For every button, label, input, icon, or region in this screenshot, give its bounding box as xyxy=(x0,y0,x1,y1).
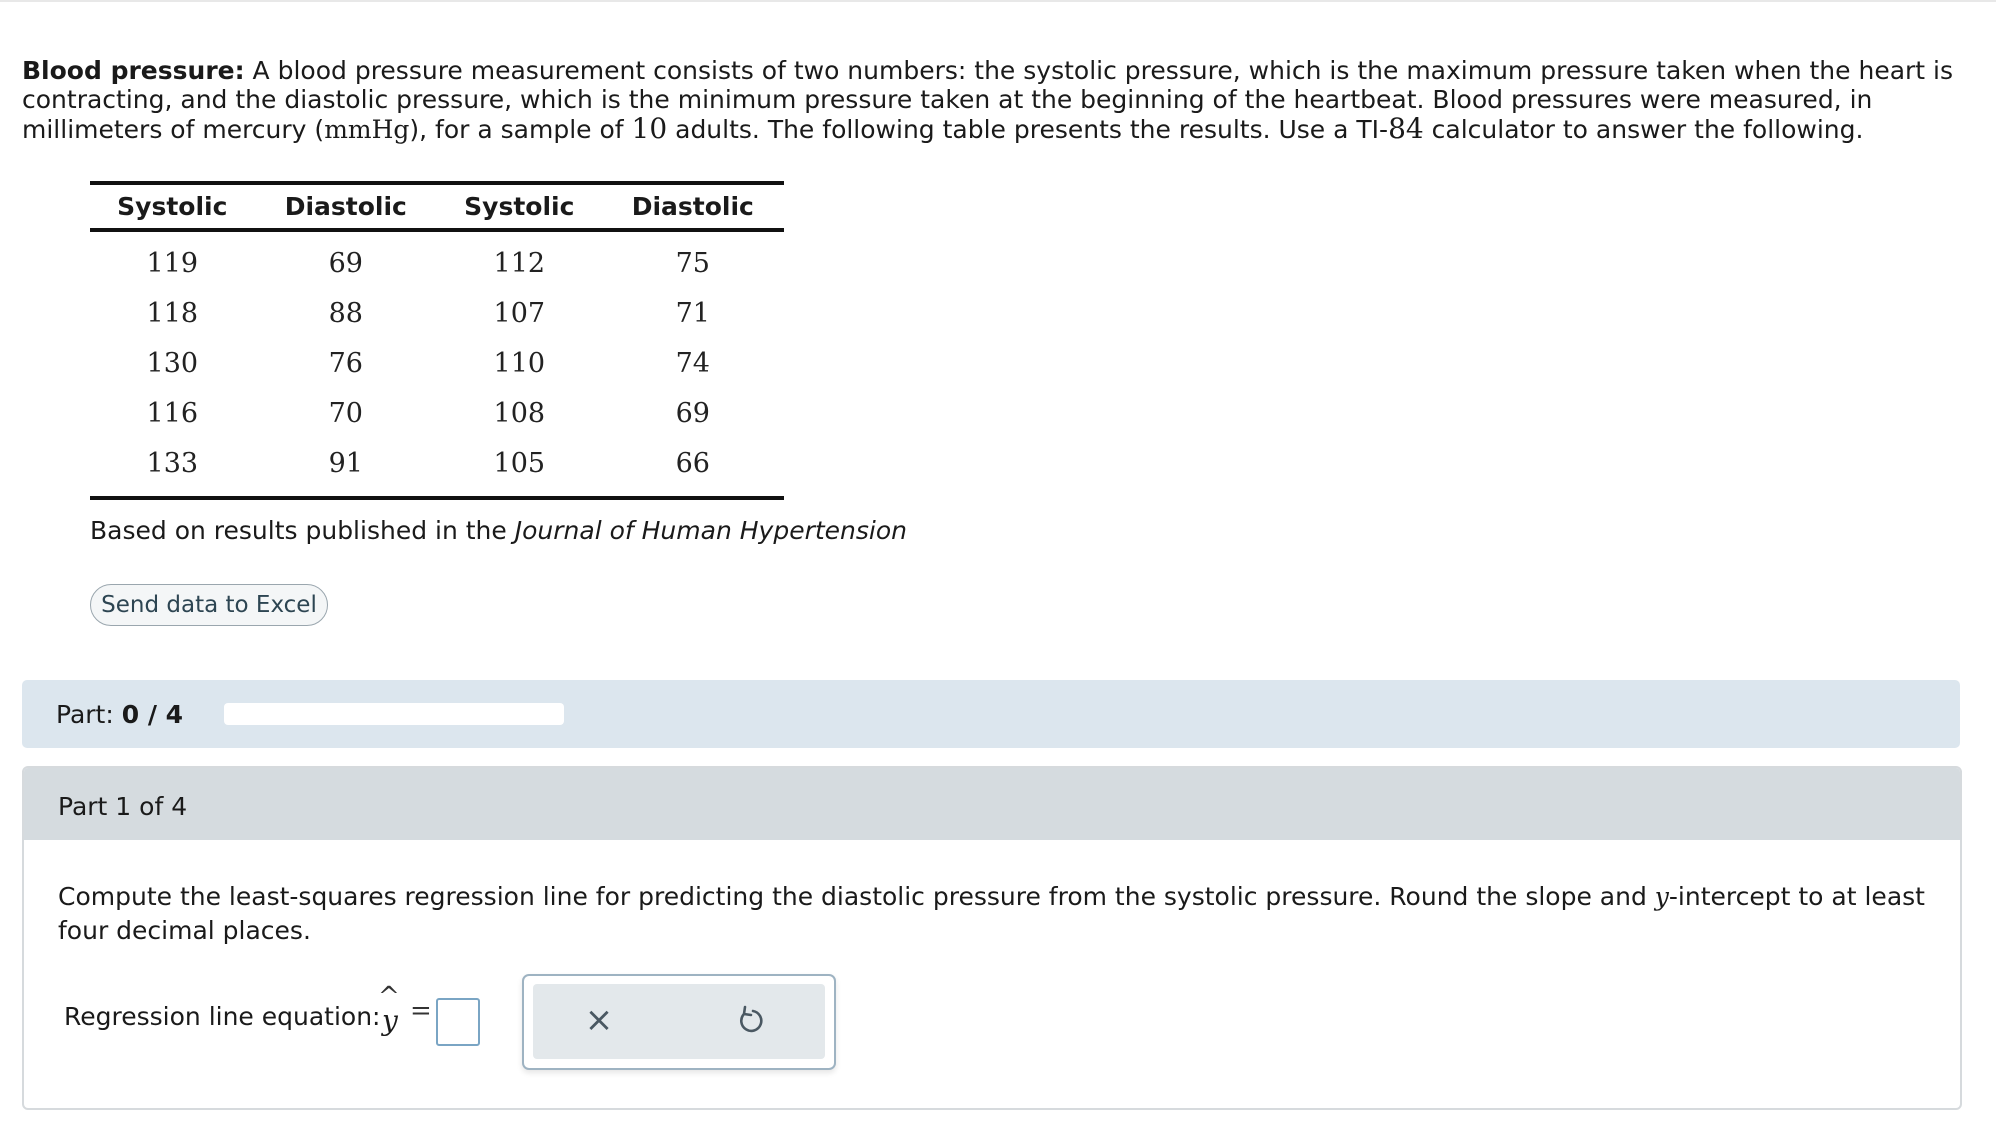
table-cell: 71 xyxy=(675,297,710,329)
header-systolic-1: Systolic xyxy=(90,183,255,230)
intro-text-3: adults. The following table presents the results. Use a xyxy=(667,115,1357,144)
answer-toolbox-inner xyxy=(533,984,825,1059)
table-cell: 88 xyxy=(328,297,363,329)
question-panel xyxy=(22,766,1962,1110)
table-header-row xyxy=(90,183,784,230)
table-cell: 133 xyxy=(146,447,199,479)
equation-label: Regression line equation: xyxy=(64,1002,381,1031)
source-prefix: Based on results published in the xyxy=(90,516,515,545)
header-diastolic-1: Diastolic xyxy=(255,183,437,230)
table-cell: 108 xyxy=(493,397,546,429)
table-cell: 69 xyxy=(328,247,363,279)
question-y-variable: y xyxy=(1654,882,1669,911)
table-cell: 69 xyxy=(675,397,710,429)
problem-intro xyxy=(22,56,1972,144)
intro-sample-size: 10 xyxy=(631,112,668,145)
table-row xyxy=(90,288,784,338)
undo-icon[interactable] xyxy=(731,1000,771,1040)
table-cell: 116 xyxy=(146,397,199,429)
problem-title: Blood pressure: xyxy=(22,56,245,85)
blood-pressure-table xyxy=(90,181,784,500)
table-cell: 107 xyxy=(493,297,546,329)
table-cell: 105 xyxy=(493,447,546,479)
table-cell: 76 xyxy=(328,347,363,379)
question-panel-header xyxy=(24,768,1960,840)
table-row xyxy=(90,438,784,498)
part-header-label: Part 1 of 4 xyxy=(58,792,188,821)
table-cell: 74 xyxy=(675,347,710,379)
intro-calc-prefix: TI- xyxy=(1356,115,1389,144)
question-text-2: -intercept to at least four decimal places. xyxy=(58,882,1925,945)
header-diastolic-2: Diastolic xyxy=(602,183,784,230)
part-progress-bar xyxy=(22,680,1960,748)
table-cell: 118 xyxy=(146,297,199,329)
top-divider xyxy=(0,0,1996,2)
header-systolic-2: Systolic xyxy=(437,183,602,230)
question-text-1: Compute the least-squares regression line for predicting the diastolic pressure from the systolic pressure. Round the slope and xyxy=(58,882,1655,911)
question-text xyxy=(58,880,1938,948)
regression-answer-input[interactable] xyxy=(436,998,480,1046)
table-cell: 119 xyxy=(146,247,199,279)
y-hat-variable: y xyxy=(382,1004,398,1037)
table-cell: 112 xyxy=(493,247,546,279)
source-journal: Journal of Human Hypertension xyxy=(514,516,907,545)
table-cell: 75 xyxy=(675,247,710,279)
table-cell: 130 xyxy=(146,347,199,379)
send-to-excel-button[interactable]: Send data to Excel xyxy=(90,584,328,626)
part-progress-value: 0 / 4 xyxy=(121,700,184,729)
intro-text-1: A blood pressure measurement consists of two numbers: the systolic pressure, which is the maximum pressure taken when the heart is contracting, and the diastolic pressure, which is the minimum pressure taken at the beginning of the heartbeat. Blood pressures were measured, in millimeters of mercury ( xyxy=(22,56,1954,144)
hat-accent-icon: ^ xyxy=(378,982,400,1012)
close-icon[interactable]: × xyxy=(584,1000,614,1040)
part-progress-label xyxy=(56,700,183,729)
table-cell: 91 xyxy=(328,447,363,479)
answer-toolbox xyxy=(522,974,836,1070)
table-row xyxy=(90,338,784,388)
intro-calc-model: 84 xyxy=(1388,112,1424,145)
table-row xyxy=(90,388,784,438)
equals-sign: = xyxy=(410,996,432,1026)
table-cell: 66 xyxy=(675,447,710,479)
table-cell: 110 xyxy=(493,347,546,379)
part-progress-prefix: Part: xyxy=(56,700,122,729)
intro-unit: mmHg xyxy=(324,115,410,144)
y-hat-symbol xyxy=(378,982,408,1037)
intro-text-4: calculator to answer the following. xyxy=(1423,115,1864,144)
data-source-note xyxy=(90,516,907,545)
table-cell: 70 xyxy=(328,397,363,429)
intro-text-2: ), for a sample of xyxy=(409,115,632,144)
progress-track xyxy=(224,703,564,725)
table-row xyxy=(90,230,784,288)
